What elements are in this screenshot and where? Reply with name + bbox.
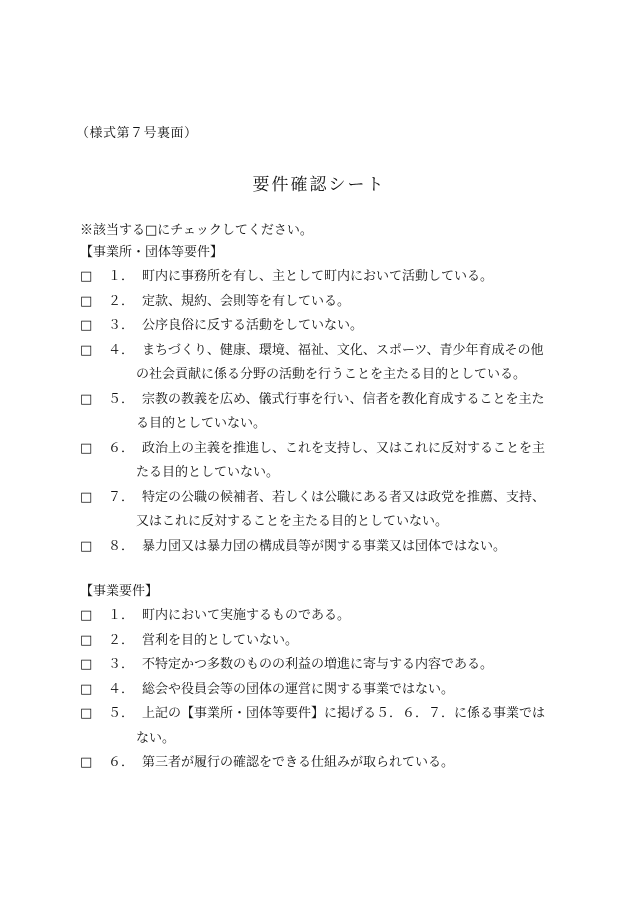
item-number: ８． bbox=[108, 538, 135, 554]
checkbox[interactable]: □ bbox=[80, 706, 93, 721]
item-text: 宗教の教義を広め、儀式行事を行い、信者を教化育成することを主た bbox=[142, 391, 545, 407]
requirement-item bbox=[80, 388, 560, 437]
section-heading: 【事業要件】 bbox=[80, 584, 159, 599]
checkbox[interactable]: □ bbox=[80, 440, 93, 456]
item-text: 上記の【事業所・団体等要件】に掲げる５．６．７．に係る事業では bbox=[142, 706, 546, 721]
item-text: 特定の公職の候補者、若しくは公職にある者又は政党を推薦、支持、 bbox=[142, 489, 546, 505]
item-text: 定款、規約、会則等を有している。 bbox=[142, 293, 351, 309]
requirement-item bbox=[80, 290, 560, 315]
item-text: 第三者が履行の確認をできる仕組みが取られている。 bbox=[142, 755, 455, 770]
checkbox[interactable]: □ bbox=[80, 293, 93, 309]
instruction-text: ※該当する□にチェックしてください。 bbox=[80, 223, 313, 238]
item-text: まちづくり、健康、環境、福祉、文化、スポーツ、青少年育成その他 bbox=[142, 342, 544, 358]
item-number: ６． bbox=[108, 755, 135, 770]
checkbox[interactable]: □ bbox=[80, 489, 93, 505]
checkbox[interactable]: □ bbox=[80, 681, 93, 697]
item-text: 不特定かつ多数のものの利益の増進に寄与する内容である。 bbox=[142, 657, 494, 672]
section-project-requirements bbox=[80, 580, 560, 776]
item-text: 町内において実施するものである。 bbox=[142, 608, 351, 623]
requirement-item bbox=[80, 629, 560, 654]
checkbox[interactable]: □ bbox=[80, 318, 93, 333]
requirement-item bbox=[80, 702, 560, 751]
checkbox[interactable]: □ bbox=[80, 632, 93, 648]
item-text-continued: たる目的としていない。 bbox=[136, 465, 280, 480]
item-text: 暴力団又は暴力団の構成員等が関する事業又は団体ではない。 bbox=[142, 538, 507, 554]
requirement-item bbox=[80, 604, 560, 629]
section-heading: 【事業所・団体等要件】 bbox=[80, 245, 224, 260]
item-number: ６． bbox=[108, 440, 135, 456]
requirement-item bbox=[80, 314, 560, 339]
item-text-continued: ない。 bbox=[136, 730, 176, 746]
requirement-item bbox=[80, 653, 560, 678]
requirement-item bbox=[80, 339, 560, 388]
item-text: 営利を目的としていない。 bbox=[142, 632, 299, 648]
item-number: ７． bbox=[108, 489, 135, 505]
section-organization-requirements bbox=[80, 241, 560, 559]
requirement-item bbox=[80, 265, 560, 290]
item-text: 公序良俗に反する活動をしていない。 bbox=[142, 318, 364, 333]
checkbox[interactable]: □ bbox=[80, 269, 93, 284]
checkbox[interactable]: □ bbox=[80, 657, 93, 672]
requirement-item bbox=[80, 486, 560, 535]
item-number: ２． bbox=[108, 632, 135, 648]
checkbox[interactable]: □ bbox=[80, 755, 93, 770]
checkbox[interactable]: □ bbox=[80, 342, 93, 358]
requirement-item bbox=[80, 437, 560, 486]
item-number: ５． bbox=[108, 391, 135, 407]
item-number: １． bbox=[108, 269, 135, 284]
item-number: ５． bbox=[108, 706, 135, 721]
checkbox[interactable]: □ bbox=[80, 608, 93, 623]
requirement-item bbox=[80, 751, 560, 776]
item-text: 町内に事務所を有し、主として町内において活動している。 bbox=[142, 269, 494, 284]
item-number: ２． bbox=[108, 293, 135, 309]
requirement-item bbox=[80, 535, 560, 560]
item-text-continued: る目的としていない。 bbox=[136, 416, 267, 431]
item-number: ３． bbox=[108, 657, 135, 672]
form-number: （様式第７号裏面） bbox=[76, 126, 198, 141]
item-text-continued: 又はこれに反対することを主たる目的としていない。 bbox=[136, 514, 449, 529]
item-text-continued: の社会貢献に係る分野の活動を行うことを主たる目的としている。 bbox=[136, 367, 527, 382]
item-text: 政治上の主義を推進し、これを支持し、又はこれに反対することを主 bbox=[142, 440, 546, 456]
item-number: ４． bbox=[108, 342, 135, 358]
page-title: 要件確認シート bbox=[252, 175, 386, 195]
item-number: １． bbox=[108, 608, 135, 623]
checkbox[interactable]: □ bbox=[80, 391, 93, 407]
item-text: 総会や役員会等の団体の運営に関する事業ではない。 bbox=[142, 681, 455, 697]
item-number: ３． bbox=[108, 318, 135, 333]
requirement-item bbox=[80, 678, 560, 703]
item-number: ４． bbox=[108, 681, 135, 697]
checkbox[interactable]: □ bbox=[80, 538, 93, 554]
